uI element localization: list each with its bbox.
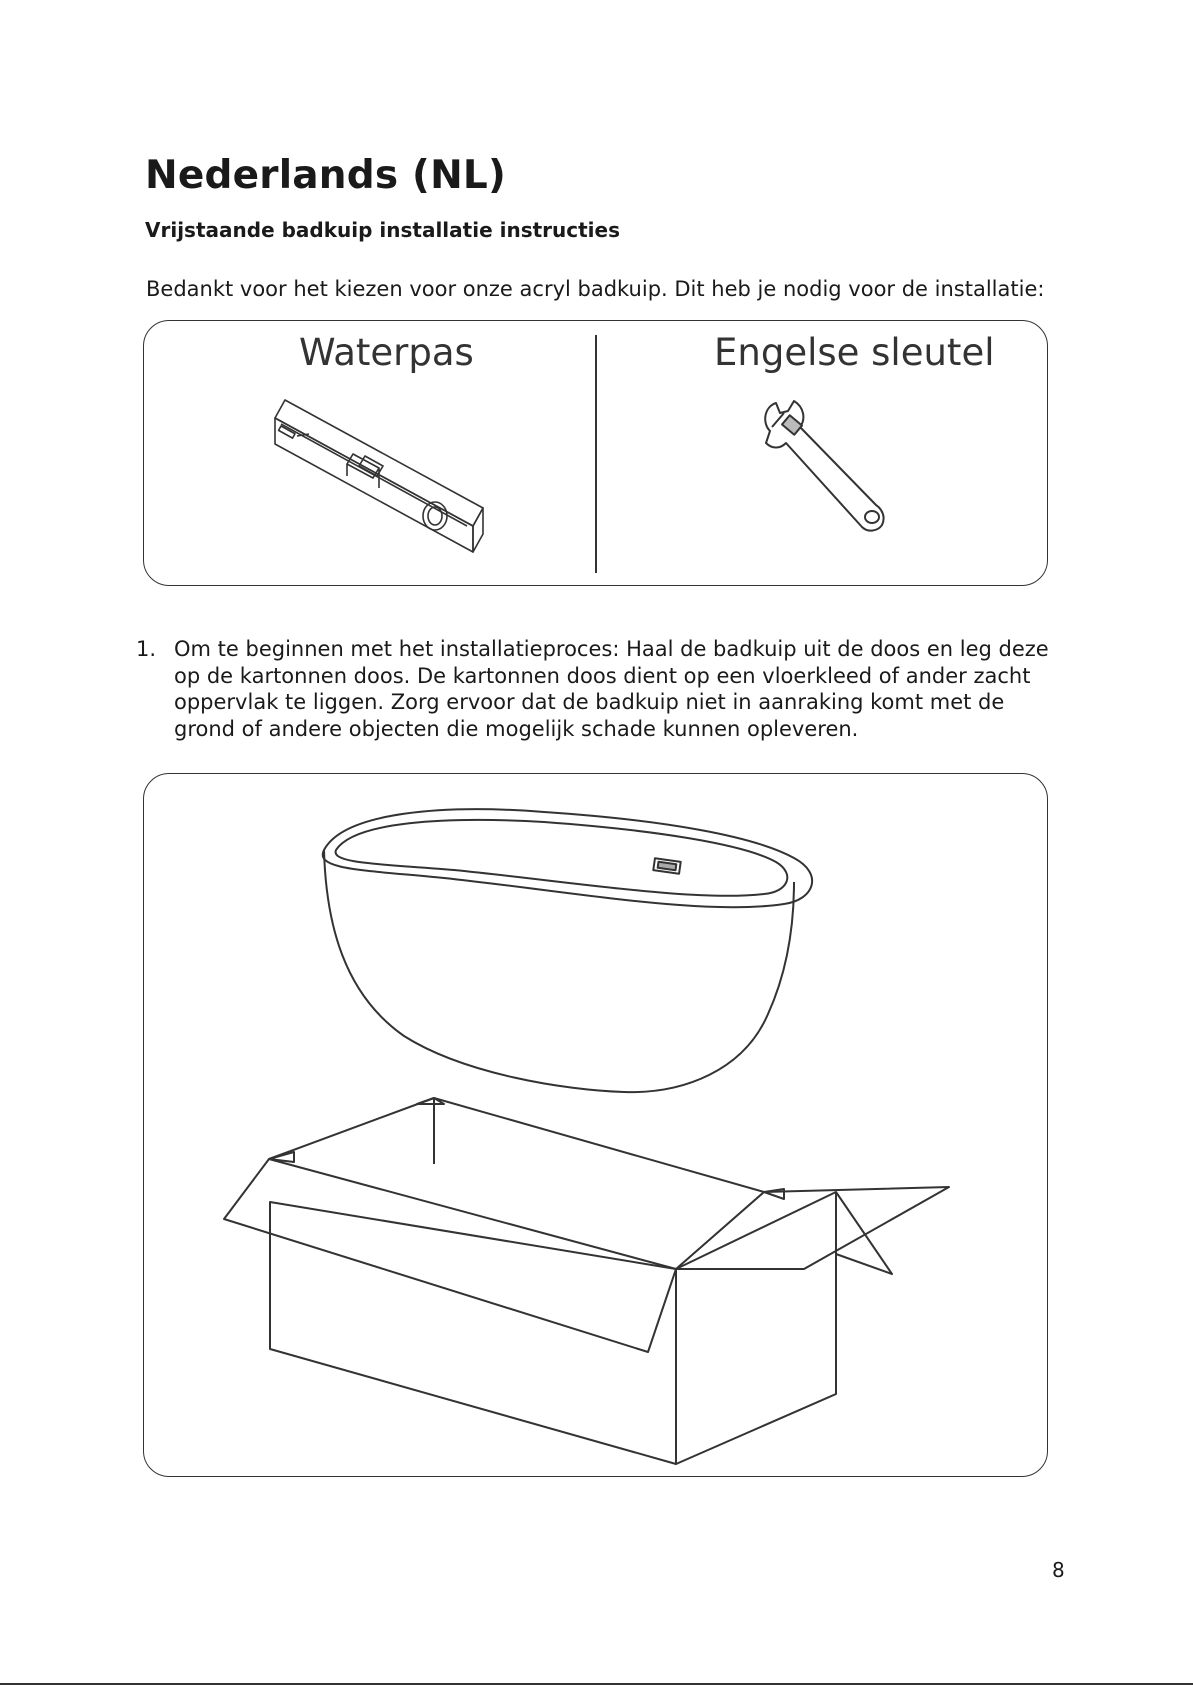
adjustable-wrench-icon xyxy=(754,391,894,541)
intro-text: Bedankt voor het kiezen voor onze acryl badkuip. Dit heb je nodig voor de installatie: xyxy=(146,277,1045,301)
page-subtitle: Vrijstaande badkuip installatie instructies xyxy=(145,218,620,242)
tools-divider xyxy=(595,335,597,573)
bathtub-over-box-illustration xyxy=(144,774,1046,1474)
step-number: 1. xyxy=(136,637,157,661)
page-number: 8 xyxy=(1052,1558,1065,1582)
illustration-panel xyxy=(143,773,1048,1477)
spirit-level-icon xyxy=(269,396,509,576)
page-title: Nederlands (NL) xyxy=(145,153,506,198)
steps-list xyxy=(136,636,1056,742)
step-item xyxy=(136,636,1056,742)
tool-label-waterpas: Waterpas xyxy=(299,331,474,374)
step-text: Om te beginnen met het installatieproces: Haal de badkuip uit de doos en leg deze op de kartonnen doos. De kartonnen doos dient op een vloerkleed of ander zacht oppervlak te liggen. Zorg ervoor dat de badkuip niet in aanraking komt met de grond of andere objecten die mogelijk schade kunnen opleveren. xyxy=(174,637,1049,741)
tools-panel xyxy=(143,320,1048,586)
tool-label-engelse-sleutel: Engelse sleutel xyxy=(714,331,995,374)
